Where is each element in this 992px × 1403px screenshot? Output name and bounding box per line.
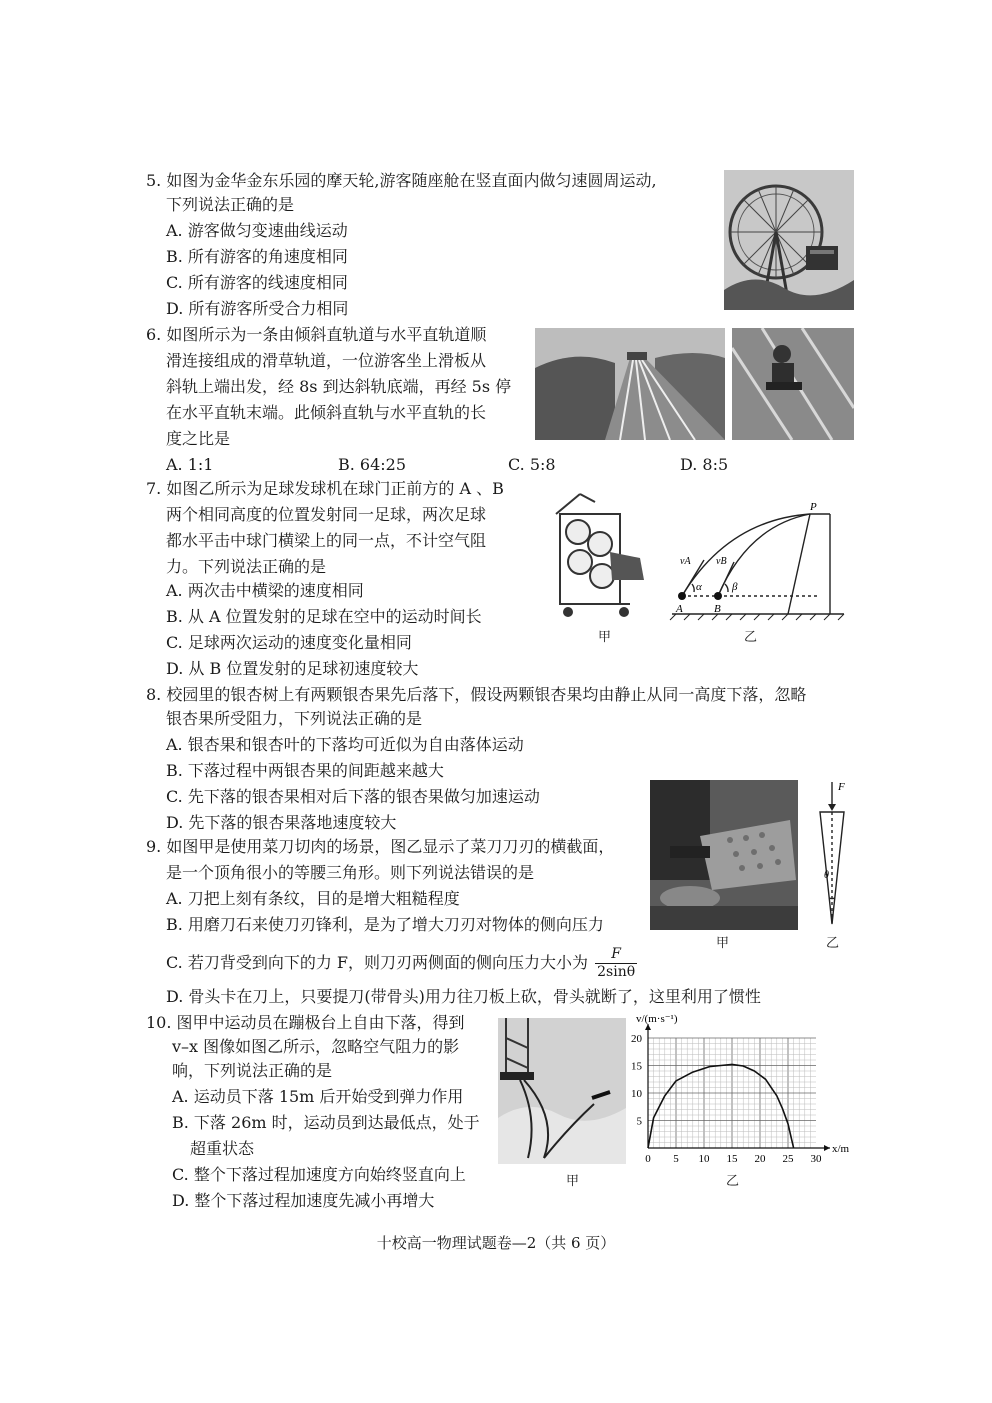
q10-option-b-line-2: 超重状态	[190, 1139, 255, 1158]
q6-option-c: C. 5:8	[508, 455, 556, 474]
point-p-label: P	[810, 501, 817, 513]
y-tick-label: 10	[631, 1088, 642, 1100]
ferris-wheel-photo	[724, 170, 854, 310]
angle-theta-label: θ	[824, 870, 829, 881]
q9-stem-1: 9. 如图甲是使用菜刀切肉的场景，图乙显示了菜刀刀刃的横截面，	[146, 837, 615, 856]
q6-option-d: D. 8:5	[680, 455, 729, 474]
q7-option-c: C. 足球两次运动的速度变化量相同	[166, 633, 412, 652]
q10-option-c: C. 整个下落过程加速度方向始终竖直向上	[172, 1165, 466, 1184]
q9-figure-jia-caption: 甲	[716, 936, 730, 951]
q5-option-b: B. 所有游客的角速度相同	[166, 247, 348, 266]
velocity-a-label: vA	[680, 556, 691, 567]
q8-option-c: C. 先下落的银杏果相对后下落的银杏果做匀加速运动	[166, 787, 540, 806]
position-a-label: A	[676, 603, 683, 615]
q10-option-d: D. 整个下落过程加速度先减小再增大	[172, 1191, 435, 1210]
ball-launcher-drawing	[540, 484, 660, 624]
y-axis-label: v/(m·s⁻¹)	[636, 1013, 678, 1025]
fraction-denominator: 2sinθ	[597, 964, 636, 980]
q10-stem-3: 响，下列说法正确的是	[172, 1061, 333, 1080]
y-tick-label: 5	[636, 1115, 642, 1128]
x-tick-label: 10	[698, 1153, 710, 1165]
x-tick-label: 15	[726, 1153, 738, 1165]
x-tick-label: 5	[673, 1153, 679, 1165]
q5-option-a: A. 游客做匀变速曲线运动	[166, 221, 348, 240]
q7-option-d: D. 从 B 位置发射的足球初速度较大	[166, 659, 419, 678]
knife-cutting-photo	[650, 780, 798, 930]
fraction-numerator: F	[595, 946, 637, 964]
q9-option-c-fraction	[595, 946, 637, 981]
q7-stem-1: 7. 如图乙所示为足球发球机在球门正前方的 A 、B	[146, 479, 504, 498]
q8-option-b: B. 下落过程中两银杏果的间距越来越大	[166, 761, 444, 780]
q8-stem-2: 银杏果所受阻力，下列说法正确的是	[166, 709, 423, 728]
q8-option-a: A. 银杏果和银杏叶的下落均可近似为自由落体运动	[166, 735, 524, 754]
angle-alpha-label: α	[696, 581, 702, 593]
velocity-b-label: vB	[716, 556, 727, 567]
q5-stem-2: 下列说法正确的是	[166, 195, 295, 214]
x-tick-label: 20	[754, 1153, 766, 1165]
q7-option-a: A. 两次击中横梁的速度相同	[166, 581, 364, 600]
q7-stem-3: 都水平击中球门横梁上的同一点，不计空气阻	[166, 531, 487, 550]
grass-slide-rider-photo	[732, 328, 854, 440]
projectile-diagram	[668, 500, 848, 622]
q9-option-d: D. 骨头卡在刀上，只要提刀(带骨头)用力往刀板上砍，骨头就断了，这里利用了惯性	[166, 987, 761, 1006]
q9-option-c-text: C. 若刀背受到向下的力 F，则刀刃两侧面的侧向压力大小为	[166, 953, 589, 972]
q7-option-b: B. 从 A 位置发射的足球在空中的运动时间长	[166, 607, 482, 626]
x-axis-label: x/m	[832, 1143, 850, 1155]
q6-stem-3: 斜轨上端出发，经 8s 到达斜轨底端，再经 5s 停	[166, 377, 512, 396]
x-axis-arrow	[824, 1145, 830, 1151]
q6-stem-2: 滑连接组成的滑草轨道，一位游客坐上滑板从	[166, 351, 487, 370]
q7-stem-2: 两个相同高度的位置发射同一足球，两次足球	[166, 505, 487, 524]
q9-option-c	[166, 946, 637, 981]
q6-stem-1: 6. 如图所示为一条由倾斜直轨道与水平直轨道顺	[146, 325, 487, 344]
q8-stem-1: 8. 校园里的银杏树上有两颗银杏果先后落下，假设两颗银杏果均由静止从同一高度下落，忽略	[146, 685, 807, 704]
q5-option-d: D. 所有游客所受合力相同	[166, 299, 349, 318]
q6-stem-4: 在水平直轨末端。此倾斜直轨与水平直轨的长	[166, 403, 487, 422]
q7-stem-4: 力。下列说法正确的是	[166, 557, 327, 576]
page-footer: 十校高一物理试题卷—2（共 6 页）	[376, 1234, 616, 1252]
q8-option-d: D. 先下落的银杏果落地速度较大	[166, 813, 397, 832]
q6-option-a: A. 1:1	[166, 455, 214, 474]
q9-figure-yi-caption: 乙	[826, 936, 840, 951]
q10-option-a: A. 运动员下落 15m 后开始受到弹力作用	[172, 1087, 464, 1106]
q10-stem-2: v–x 图像如图乙所示，忽略空气阻力的影	[172, 1037, 460, 1056]
q10-stem-1: 10. 图甲中运动员在蹦极台上自由下落，得到	[146, 1013, 465, 1032]
grass-slide-track-photo	[535, 328, 725, 440]
y-tick-label: 20	[631, 1033, 642, 1045]
q7-figure-jia-caption: 甲	[598, 630, 612, 645]
x-tick-label: 30	[810, 1153, 822, 1165]
x-tick-label: 0	[645, 1153, 651, 1165]
q9-option-b: B. 用磨刀石来使刀刃锋利，是为了增大刀刃对物体的侧向压力	[166, 915, 604, 934]
angle-beta-label: β	[732, 581, 738, 593]
bungee-jump-photo	[498, 1018, 626, 1164]
position-b-label: B	[714, 603, 721, 615]
q5-option-c: C. 所有游客的线速度相同	[166, 273, 348, 292]
x-tick-label: 25	[782, 1153, 794, 1165]
q9-option-a: A. 刀把上刻有条纹，目的是增大粗糙程度	[166, 889, 460, 908]
q7-figure-yi-caption: 乙	[744, 630, 758, 645]
q10-option-b-line-1: B. 下落 26m 时，运动员到达最低点，处于	[172, 1113, 480, 1132]
q10-figure-yi-caption: 乙	[726, 1174, 740, 1189]
blade-cross-section-diagram	[812, 778, 856, 928]
q5-stem-1: 5. 如图为金华金东乐园的摩天轮,游客随座舱在竖直面内做匀速圆周运动,	[146, 171, 657, 190]
q10-figure-jia-caption: 甲	[566, 1174, 580, 1189]
q6-option-b: B. 64:25	[338, 455, 407, 474]
y-tick-label: 15	[631, 1060, 642, 1073]
q9-stem-2: 是一个顶角很小的等腰三角形。则下列说法错误的是	[166, 863, 535, 882]
q6-stem-5: 度之比是	[166, 429, 231, 448]
force-f-label: F	[838, 781, 845, 793]
v-x-graph	[622, 1010, 854, 1170]
